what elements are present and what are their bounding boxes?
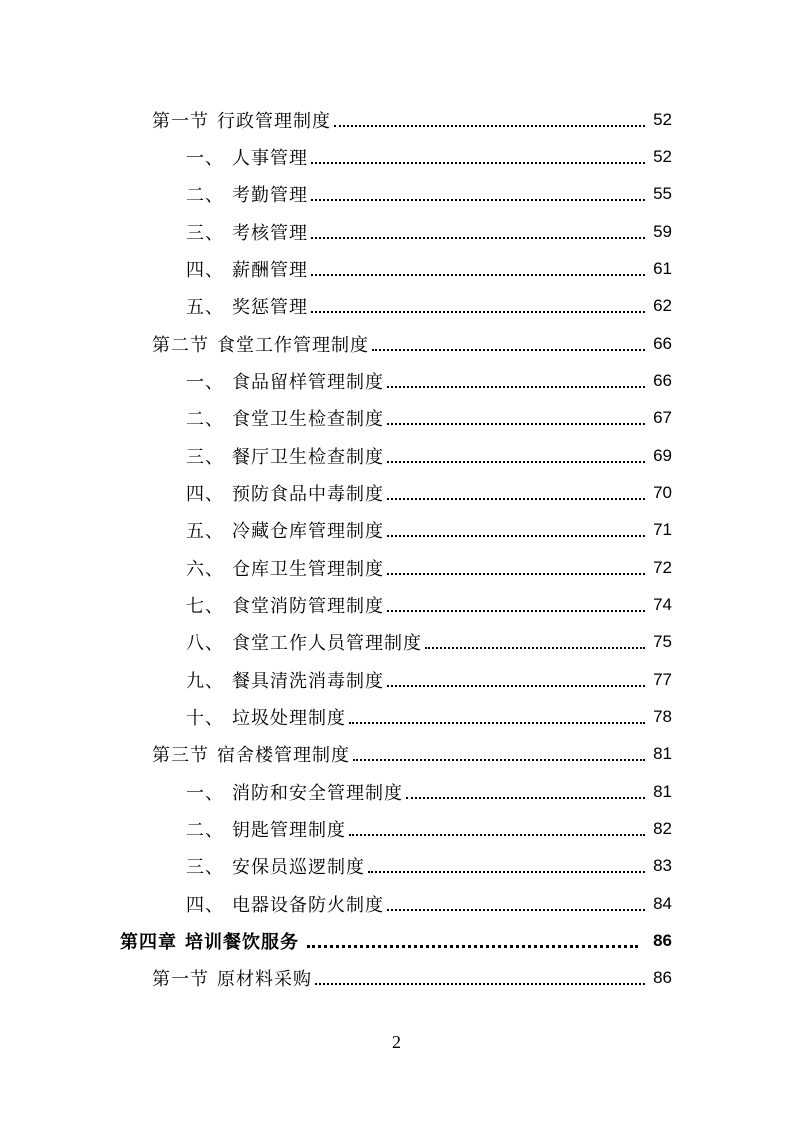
toc-entry-page: 66	[653, 333, 672, 353]
toc-entry-item[interactable]	[186, 138, 672, 175]
toc-entry-label	[186, 853, 365, 879]
toc-entry-label	[186, 779, 403, 805]
toc-entry-title: 人事管理	[232, 147, 308, 169]
dot-leader	[372, 349, 645, 351]
toc-entry-number: 第一节	[152, 110, 209, 132]
dot-leader	[387, 386, 645, 388]
dot-leader	[387, 535, 645, 537]
toc-entry-label	[186, 517, 384, 543]
toc-entry-number: 第一节	[152, 969, 209, 990]
toc-entry-number: 二、	[186, 185, 224, 206]
toc-entry-page: 86	[653, 968, 672, 987]
toc-entry-item[interactable]	[186, 773, 672, 810]
toc-entry-item[interactable]	[186, 512, 672, 549]
toc-entry-number: 三、	[186, 222, 224, 244]
toc-entry-section[interactable]	[152, 736, 672, 773]
toc-entry-number: 一、	[186, 147, 224, 169]
toc-entry-item[interactable]	[186, 848, 672, 885]
toc-entry-number: 七、	[186, 595, 224, 617]
toc-entry-title: 考核管理	[232, 222, 308, 244]
toc-entry-page: 55	[653, 184, 672, 203]
toc-entry-label	[186, 555, 384, 581]
toc-entry-number: 一、	[186, 371, 224, 393]
toc-entry-title: 安保员巡逻制度	[232, 857, 365, 878]
toc-entry-number: 三、	[186, 857, 224, 878]
dot-leader	[387, 610, 645, 612]
toc-entry-title: 宿舍楼管理制度	[217, 745, 350, 766]
dot-leader	[387, 685, 645, 687]
dot-leader	[387, 573, 645, 575]
toc-entry-item[interactable]	[186, 661, 672, 698]
toc-entry-number: 第二节	[152, 334, 209, 356]
dot-leader	[315, 983, 645, 985]
dot-leader	[349, 834, 645, 836]
toc-entry-item[interactable]	[186, 698, 672, 735]
toc-entry-label	[186, 443, 384, 469]
toc-entry-label	[186, 144, 308, 170]
toc-entry-label	[152, 741, 350, 767]
toc-entry-label	[186, 219, 308, 245]
toc-entry-page: 69	[653, 445, 672, 465]
toc-entry-label	[186, 891, 384, 917]
toc-entry-label	[152, 107, 331, 133]
toc-entry-page: 67	[653, 408, 672, 427]
dot-leader	[387, 423, 645, 425]
toc-entry-item[interactable]	[186, 213, 672, 250]
toc-entry-number: 四、	[186, 259, 224, 281]
toc-entry-section[interactable]	[152, 325, 672, 362]
dot-leader	[311, 311, 645, 313]
toc-entry-number: 九、	[186, 670, 224, 692]
toc-entry-page: 66	[653, 370, 672, 390]
toc-entry-label	[186, 293, 308, 319]
toc-entry-item[interactable]	[186, 474, 672, 511]
toc-entry-page: 62	[653, 296, 672, 315]
dot-leader	[387, 909, 645, 911]
toc-entry-page: 86	[653, 930, 672, 950]
toc-entry-label	[186, 592, 384, 618]
toc-entry-page: 82	[653, 818, 672, 838]
toc-entry-number: 六、	[186, 558, 224, 580]
toc-entry-number: 第三节	[152, 745, 209, 766]
toc-entry-title: 垃圾处理制度	[232, 707, 346, 729]
toc-entry-label	[186, 256, 308, 282]
toc-entry-item[interactable]	[186, 586, 672, 623]
dot-leader	[387, 498, 645, 500]
toc-entry-item[interactable]	[186, 437, 672, 474]
page-number: 2	[392, 1032, 401, 1052]
toc-entry-title: 薪酬管理	[232, 259, 308, 281]
toc-entry-page: 74	[653, 594, 672, 614]
toc-entry-item[interactable]	[186, 624, 672, 661]
dot-leader	[307, 945, 638, 948]
toc-entry-number: 一、	[186, 782, 224, 804]
dot-leader	[425, 647, 645, 649]
toc-entry-label	[186, 704, 346, 730]
toc-entry-page: 84	[653, 893, 672, 913]
toc-entry-number: 二、	[186, 409, 224, 430]
toc-entry-label	[186, 629, 422, 655]
toc-entry-number: 二、	[186, 819, 224, 841]
toc-entry-label	[152, 331, 369, 357]
toc-entry-page: 81	[653, 781, 672, 801]
dot-leader	[311, 237, 645, 239]
dot-leader	[349, 722, 645, 724]
toc-entry-page: 70	[653, 482, 672, 502]
toc-entry-title: 电器设备防火制度	[232, 894, 384, 916]
toc-entry-title: 食品留样管理制度	[232, 371, 384, 393]
dot-leader	[311, 199, 645, 201]
toc-entry-title: 培训餐饮服务	[185, 931, 299, 953]
toc-entry-page: 83	[653, 856, 672, 875]
toc-entry-label	[186, 368, 384, 394]
toc-entry-item[interactable]	[186, 885, 672, 922]
toc-entry-page: 75	[653, 632, 672, 651]
toc-entry-label	[186, 181, 308, 207]
dot-leader	[311, 162, 645, 164]
toc-entry-number: 第四章	[120, 931, 177, 953]
toc-entry-label	[152, 965, 312, 991]
toc-entry-page: 52	[653, 146, 672, 166]
toc-entry-title: 冷藏仓库管理制度	[232, 521, 384, 542]
toc-entry-title: 原材料采购	[217, 969, 312, 990]
toc-entry-title: 食堂工作人员管理制度	[232, 633, 422, 654]
toc-entry-title: 餐厅卫生检查制度	[232, 446, 384, 468]
toc-entry-label	[186, 667, 384, 693]
toc-entry-item[interactable]	[186, 176, 672, 213]
toc-entry-title: 预防食品中毒制度	[232, 483, 384, 505]
dot-leader	[353, 759, 645, 761]
toc-entry-item[interactable]	[186, 549, 672, 586]
toc-entry-chapter[interactable]	[120, 922, 672, 959]
toc-entry-item[interactable]	[186, 362, 672, 399]
toc-entry-item[interactable]	[186, 400, 672, 437]
dot-leader	[334, 125, 645, 127]
toc-entry-page: 78	[653, 706, 672, 726]
toc-entry-title: 餐具清洗消毒制度	[232, 670, 384, 692]
toc-entry-page: 59	[653, 221, 672, 241]
toc-entry-number: 四、	[186, 483, 224, 505]
dot-leader	[387, 461, 645, 463]
toc-entry-page: 52	[653, 109, 672, 129]
toc-entry-title: 钥匙管理制度	[232, 819, 346, 841]
dot-leader	[406, 797, 645, 799]
toc-entry-number: 四、	[186, 894, 224, 916]
toc-entry-item[interactable]	[186, 250, 672, 287]
toc-entry-page: 61	[653, 258, 672, 278]
toc-entry-title: 仓库卫生管理制度	[232, 558, 384, 580]
toc-entry-number: 五、	[186, 297, 224, 318]
toc-entry-label	[120, 928, 299, 954]
toc-entry-item[interactable]	[186, 810, 672, 847]
toc-entry-page: 81	[653, 744, 672, 763]
toc-entry-title: 奖惩管理	[232, 297, 308, 318]
toc-entry-number: 十、	[186, 707, 224, 729]
toc-entry-title: 消防和安全管理制度	[232, 782, 403, 804]
toc-entry-title: 食堂消防管理制度	[232, 595, 384, 617]
toc-entry-number: 五、	[186, 521, 224, 542]
toc-entry-section[interactable]	[152, 960, 672, 997]
toc-entry-label	[186, 480, 384, 506]
toc-entry-item[interactable]	[186, 288, 672, 325]
toc-entry-title: 考勤管理	[232, 185, 308, 206]
toc-entry-title: 食堂工作管理制度	[217, 334, 369, 356]
toc-entry-title: 行政管理制度	[217, 110, 331, 132]
toc-entry-title: 食堂卫生检查制度	[232, 409, 384, 430]
toc-entry-label	[186, 405, 384, 431]
toc-entry-page: 77	[653, 669, 672, 689]
toc-entry-number: 三、	[186, 446, 224, 468]
toc-entry-section[interactable]	[152, 101, 672, 138]
toc-entry-page: 71	[653, 520, 672, 539]
toc-entry-label	[186, 816, 346, 842]
dot-leader	[311, 274, 645, 276]
toc-entry-page: 72	[653, 557, 672, 577]
dot-leader	[368, 871, 645, 873]
toc-entry-number: 八、	[186, 633, 224, 654]
